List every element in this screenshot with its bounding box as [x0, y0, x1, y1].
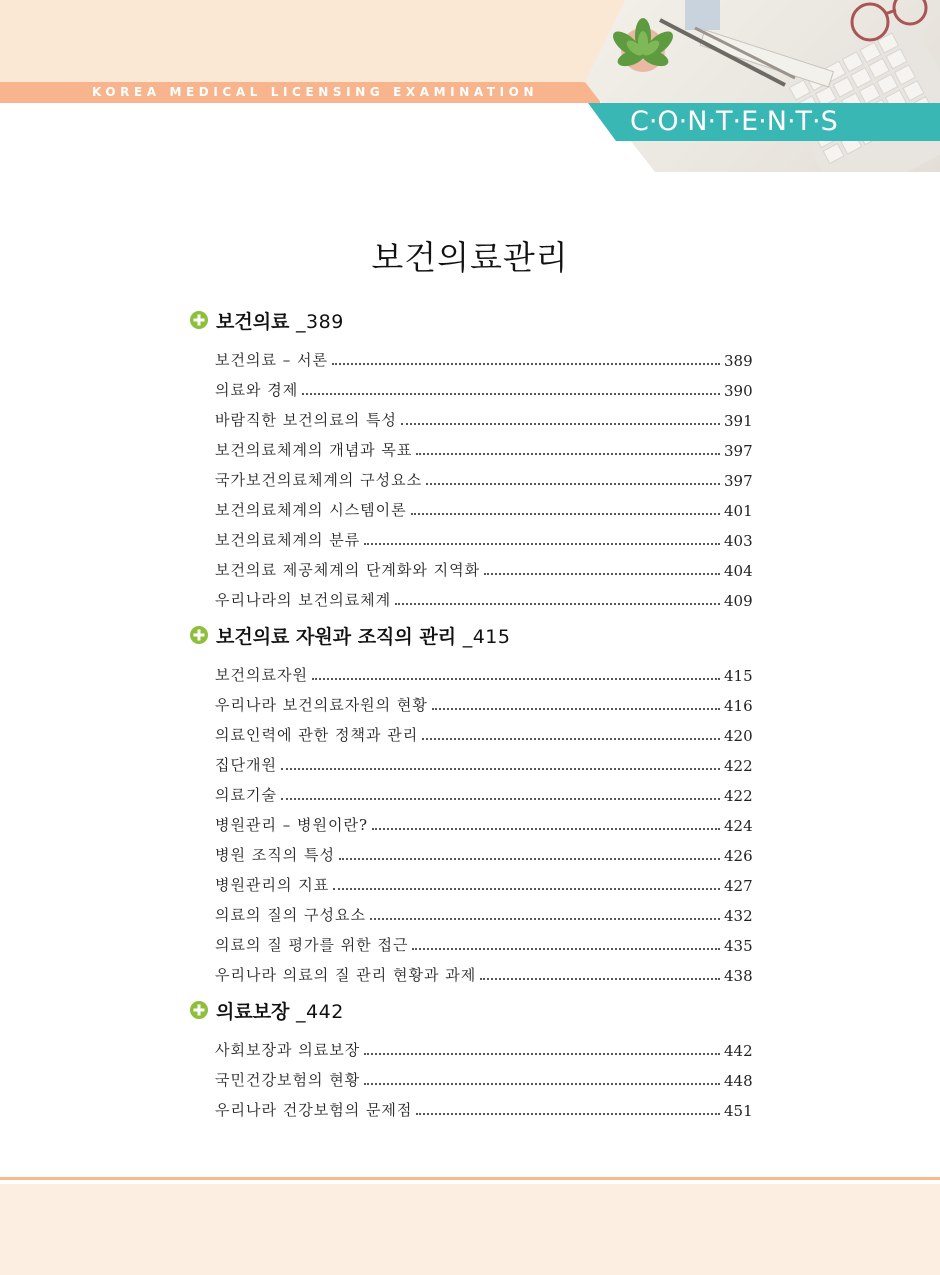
- dot-leader: [333, 888, 720, 890]
- section-title-text: 의료보장: [216, 1000, 290, 1023]
- entry-list: [190, 655, 753, 985]
- toc-entry[interactable]: [215, 925, 753, 955]
- entry-label: 병원관리 – 병원이란?: [215, 816, 368, 834]
- toc-entry[interactable]: [215, 895, 753, 925]
- entry-label: 병원 조직의 특성: [215, 846, 335, 864]
- section-title-text: 보건의료: [216, 310, 290, 333]
- section-page: _415: [462, 625, 511, 648]
- dot-leader: [432, 708, 720, 710]
- entry-page: 389: [724, 352, 753, 370]
- entry-label: 의료기술: [215, 786, 277, 804]
- dot-leader: [401, 423, 720, 425]
- dot-leader: [281, 798, 720, 800]
- header-band-text: KOREA MEDICAL LICENSING EXAMINATION: [92, 85, 539, 99]
- toc-entry[interactable]: [215, 745, 753, 775]
- entry-page: 426: [724, 847, 753, 865]
- section-title: [216, 307, 344, 334]
- dot-leader: [312, 678, 720, 680]
- entry-page: 390: [724, 382, 753, 400]
- entry-page: 409: [724, 592, 753, 610]
- section-title-text: 보건의료 자원과 조직의 관리: [216, 625, 457, 648]
- section-heading[interactable]: [190, 305, 750, 335]
- section-title: [216, 997, 344, 1024]
- dot-leader: [364, 1083, 720, 1085]
- entry-page: 391: [724, 412, 753, 430]
- footer-line: [0, 1177, 940, 1180]
- entry-label: 국민건강보험의 현황: [215, 1071, 361, 1089]
- entry-page: 424: [724, 817, 753, 835]
- plus-circle-icon: [190, 626, 208, 644]
- toc-entry[interactable]: [215, 550, 753, 580]
- dot-leader: [339, 858, 720, 860]
- toc-entry[interactable]: [215, 340, 753, 370]
- dot-leader: [484, 573, 720, 575]
- toc-entry[interactable]: [215, 490, 753, 520]
- entry-label: 보건의료체계의 분류: [215, 531, 361, 549]
- toc-entry[interactable]: [215, 865, 753, 895]
- desk-photo-illustration: [585, 0, 940, 172]
- toc-section: [190, 620, 753, 985]
- plus-circle-icon: [190, 1001, 208, 1019]
- toc-entry[interactable]: [215, 1060, 753, 1090]
- entry-page: 448: [724, 1072, 753, 1090]
- entry-page: 438: [724, 967, 753, 985]
- entry-page: 442: [724, 1042, 753, 1060]
- dot-leader: [372, 828, 720, 830]
- entry-page: 415: [724, 667, 753, 685]
- dot-leader: [422, 738, 720, 740]
- entry-page: 397: [724, 442, 753, 460]
- desk-photo: [585, 0, 940, 172]
- toc-entry[interactable]: [215, 1090, 753, 1120]
- toc-entry[interactable]: [215, 775, 753, 805]
- entry-page: 404: [724, 562, 753, 580]
- dot-leader: [416, 1113, 720, 1115]
- entry-page: 420: [724, 727, 753, 745]
- entry-list: [190, 340, 753, 610]
- dot-leader: [480, 978, 720, 980]
- toc-entry[interactable]: [215, 1030, 753, 1060]
- dot-leader: [416, 453, 720, 455]
- dot-leader: [332, 363, 720, 365]
- entry-label: 국가보건의료체계의 구성요소: [215, 471, 423, 489]
- entry-page: 435: [724, 937, 753, 955]
- footer-background: [0, 1184, 940, 1275]
- section-page: _389: [296, 310, 344, 333]
- entry-label: 보건의료자원: [215, 666, 308, 684]
- entry-label: 우리나라 건강보험의 문제점: [215, 1101, 413, 1119]
- dot-leader: [426, 483, 720, 485]
- entry-label: 보건의료 – 서론: [215, 351, 328, 369]
- entry-label: 의료의 질의 구성요소: [215, 906, 366, 924]
- toc-entry[interactable]: [215, 805, 753, 835]
- entry-page: 422: [724, 787, 753, 805]
- toc-entry[interactable]: [215, 400, 753, 430]
- entry-page: 427: [724, 877, 753, 895]
- entry-page: 422: [724, 757, 753, 775]
- section-page: _442: [296, 1000, 344, 1023]
- entry-label: 보건의료체계의 시스템이론: [215, 501, 407, 519]
- toc-entry[interactable]: [215, 580, 753, 610]
- entry-page: 451: [724, 1102, 753, 1120]
- entry-label: 집단개원: [215, 756, 277, 774]
- entry-label: 의료의 질 평가를 위한 접근: [215, 936, 409, 954]
- dot-leader: [281, 768, 720, 770]
- dot-leader: [302, 393, 720, 395]
- entry-page: 416: [724, 697, 753, 715]
- dot-leader: [364, 543, 720, 545]
- entry-label: 우리나라 보건의료자원의 현황: [215, 696, 428, 714]
- entry-label: 보건의료체계의 개념과 목표: [215, 441, 413, 459]
- contents-label: C·O·N·T·E·N·T·S: [630, 106, 838, 137]
- dot-leader: [411, 513, 720, 515]
- dot-leader: [395, 603, 720, 605]
- entry-list: [190, 1030, 753, 1120]
- toc-entry[interactable]: [215, 655, 753, 685]
- plus-circle-icon: [190, 311, 208, 329]
- toc-entry[interactable]: [215, 370, 753, 400]
- entry-label: 의료와 경제: [215, 381, 299, 399]
- toc-section: [190, 995, 753, 1120]
- entry-label: 병원관리의 지표: [215, 876, 330, 894]
- toc-entry[interactable]: [215, 460, 753, 490]
- entry-label: 바람직한 보건의료의 특성: [215, 411, 397, 429]
- toc-entry[interactable]: [215, 430, 753, 460]
- toc-section: [190, 305, 753, 610]
- entry-label: 우리나라의 보건의료체계: [215, 591, 392, 609]
- entry-page: 403: [724, 532, 753, 550]
- section-title: [216, 622, 510, 649]
- toc-entry[interactable]: [215, 520, 753, 550]
- toc-entry[interactable]: [215, 685, 753, 715]
- toc-entry[interactable]: [215, 835, 753, 865]
- entry-page: 397: [724, 472, 753, 490]
- dot-leader: [370, 918, 720, 920]
- entry-page: 401: [724, 502, 753, 520]
- section-heading[interactable]: [190, 620, 750, 650]
- entry-label: 우리나라 의료의 질 관리 현황과 과제: [215, 966, 477, 984]
- table-of-contents: [190, 305, 753, 1120]
- toc-entry[interactable]: [215, 715, 753, 745]
- dot-leader: [412, 948, 720, 950]
- entry-label: 의료인력에 관한 정책과 관리: [215, 726, 419, 744]
- entry-label: 사회보장과 의료보장: [215, 1041, 361, 1059]
- entry-label: 보건의료 제공체계의 단계화와 지역화: [215, 561, 481, 579]
- dot-leader: [364, 1053, 720, 1055]
- entry-page: 432: [724, 907, 753, 925]
- section-heading[interactable]: [190, 995, 750, 1025]
- toc-entry[interactable]: [215, 955, 753, 985]
- page-title: 보건의료관리: [371, 238, 569, 277]
